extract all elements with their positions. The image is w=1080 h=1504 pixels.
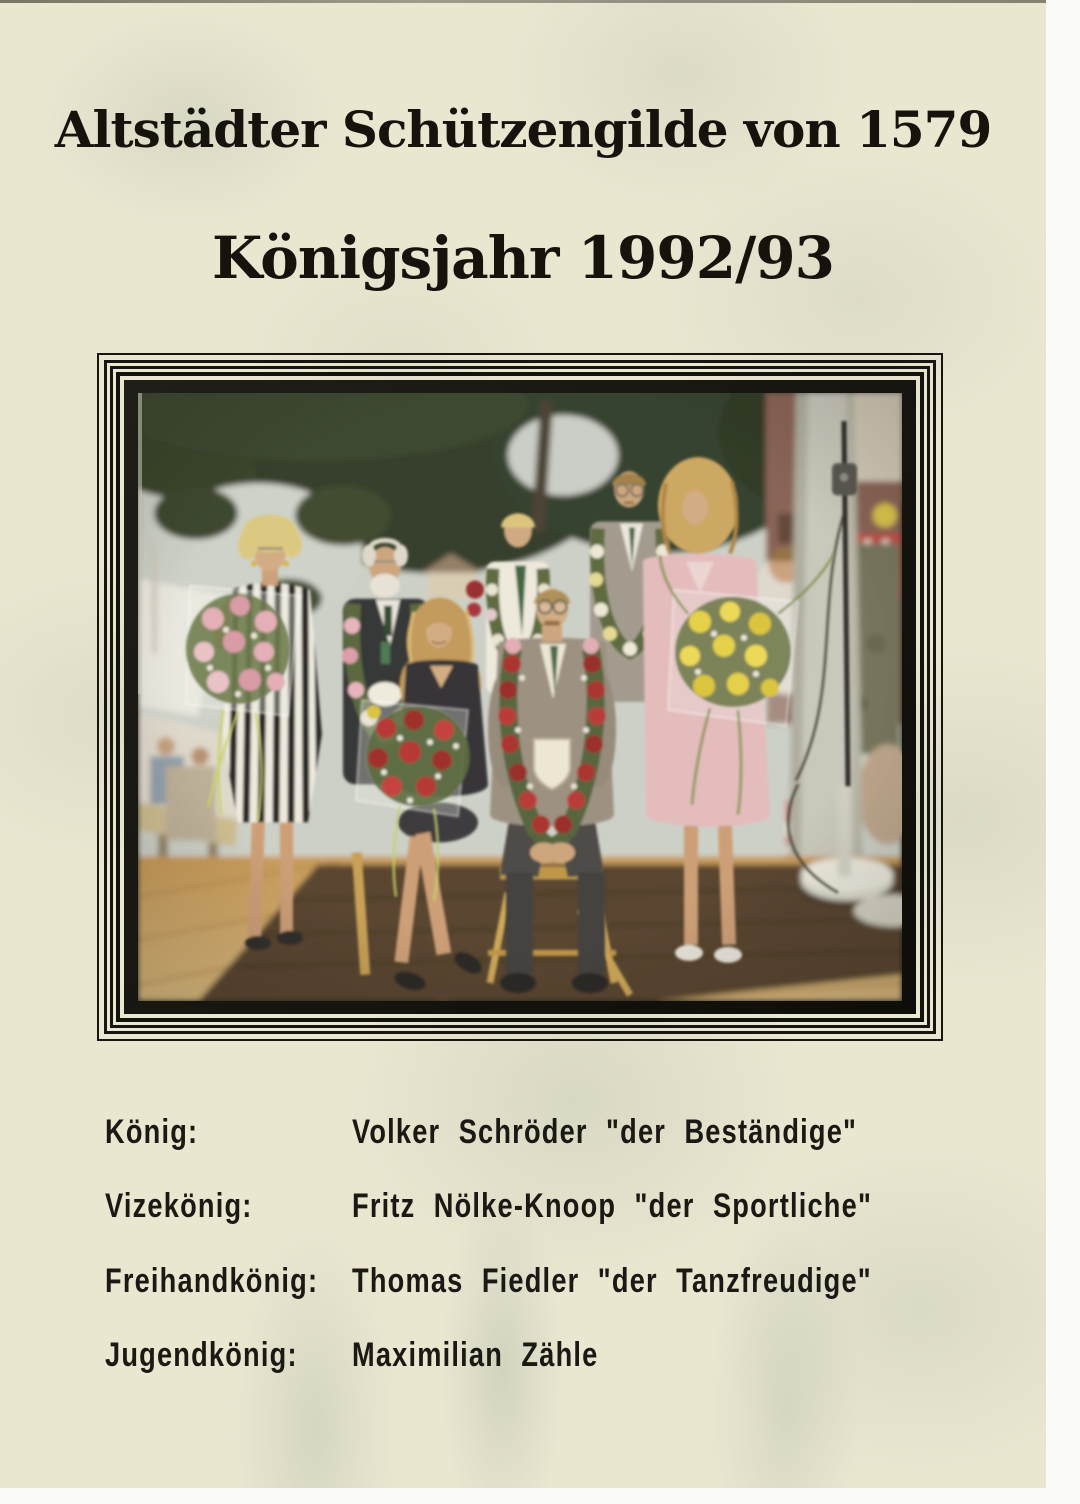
frame-rule-3 (110, 366, 930, 1028)
roster-label: Freihandkönig: (105, 1262, 319, 1300)
photo-edge-sliver (138, 393, 142, 694)
roster-label: Jugendkönig: (105, 1336, 298, 1374)
roster-name: Thomas Fiedler "der Tanzfreudige" (352, 1262, 872, 1300)
group-photo (138, 393, 902, 1001)
frame-rule-4 (116, 372, 924, 1022)
photo-vignette (138, 393, 902, 1001)
scanner-background-right (1046, 0, 1080, 1504)
roster-row (105, 1113, 985, 1153)
frame-rule-2 (104, 360, 936, 1034)
roster-row (105, 1187, 985, 1227)
kingship-year-title: Königsjahr 1992/93 (211, 224, 835, 292)
roster-row (105, 1336, 985, 1376)
roster-label: Vizekönig: (105, 1187, 253, 1225)
roster-name: Volker Schröder "der Beständige" (352, 1113, 858, 1151)
photo-frame (97, 353, 943, 1041)
guild-title: Altstädter Schützengilde von 1579 (54, 100, 992, 159)
roster-name: Maximilian Zähle (352, 1336, 599, 1374)
roster-row (105, 1262, 985, 1302)
roster-label: König: (105, 1113, 199, 1151)
royalty-roster (105, 1113, 985, 1393)
frame-inner-band (124, 380, 916, 1014)
scanner-background-bottom (0, 1488, 1080, 1504)
roster-name: Fritz Nölke-Knoop "der Sportliche" (352, 1187, 873, 1225)
